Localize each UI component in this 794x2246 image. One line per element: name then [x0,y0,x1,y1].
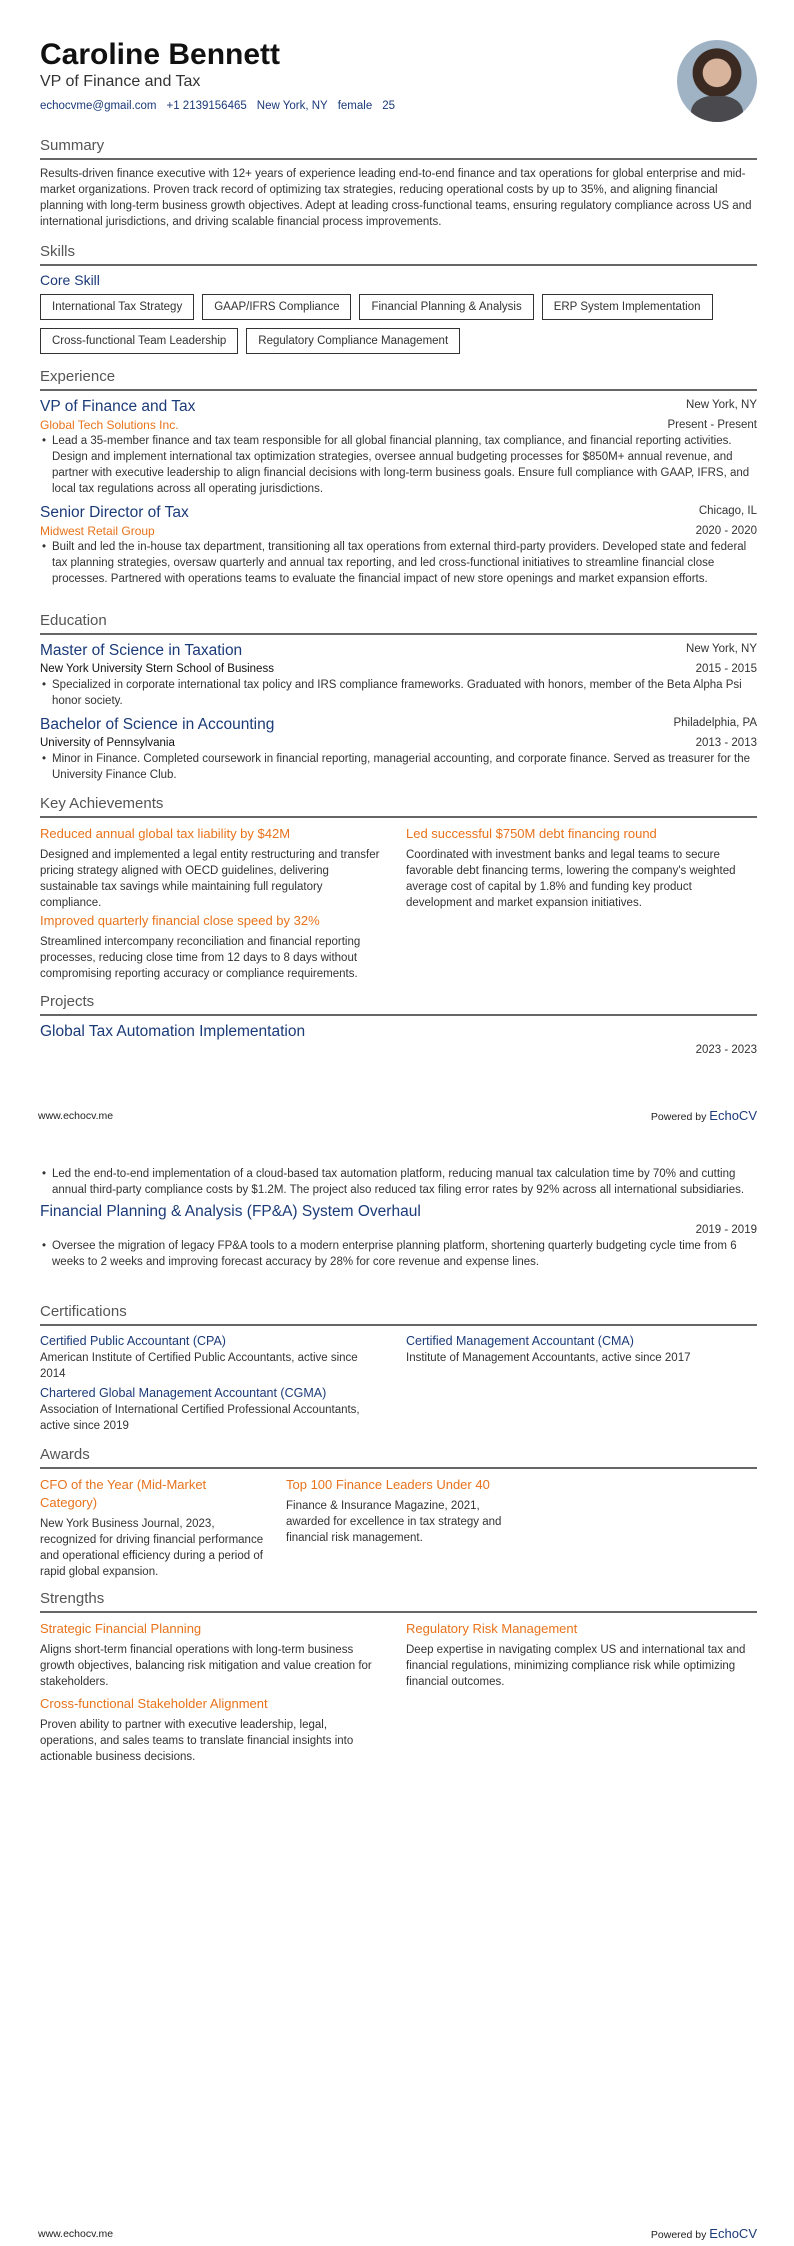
resume-header [40,38,757,114]
candidate-name: Caroline Bennett [40,38,281,71]
achievement-title: Reduced annual global tax liability by $42M [40,826,291,841]
award-title: CFO of the Year (Mid-Market Category) [40,1477,207,1510]
section-heading: Experience [40,368,757,391]
achievement-item [40,912,380,982]
award-title: Top 100 Finance Leaders Under 40 [286,1477,490,1492]
experience-section [40,368,757,587]
strengths-section [40,1590,757,1763]
job-dates: Present - Present [667,419,757,431]
achievement-title: Improved quarterly financial close speed by 32% [40,913,320,928]
edu-location: Philadelphia, PA [673,717,757,729]
certification-item [406,1333,746,1366]
job-dates: 2020 - 2020 [695,525,757,537]
certification-item [40,1385,380,1434]
job-location: Chicago, IL [698,505,757,517]
project-dates: 2019 - 2019 [695,1224,757,1236]
award-item [40,1476,265,1580]
strength-text: Deep expertise in navigating complex US and international tax and financial regulations, minimizing compliance risk while optimizing financial outcomes. [406,1644,746,1688]
contact-info [40,98,757,114]
project-dates: 2023 - 2023 [695,1044,757,1056]
skill-tag: Regulatory Compliance Management [246,328,460,354]
candidate-title: VP of Finance and Tax [40,73,201,90]
powered-label: Powered by [650,2229,707,2241]
location: New York, NY [256,100,328,112]
achievement-text: Streamlined intercompany reconciliation and financial reporting processes, reducing close time from 12 days to 8 days without compromising reporting accuracy or compliance requirements. [40,936,361,980]
strength-title: Strategic Financial Planning [40,1621,202,1636]
education-entry [40,641,757,709]
edu-location: New York, NY [686,643,757,655]
job-entry [40,397,757,497]
achievement-text: Designed and implemented a legal entity restructuring and transfer pricing strategy aligned with OECD guidelines, delivering sustainable tax savings while maintaining full regulatory compliance. [40,849,380,909]
strength-text: Proven ability to partner with executive leadership, legal, operations, and sales teams to translate financial insights into actionable business decisions. [40,1719,354,1763]
achievement-text: Coordinated with investment banks and legal teams to secure favorable debt financing terms, lowering the company's weighted average cost of capital by 1.8% and funding key product development and market expansion initiatives. [406,849,736,909]
summary-text: Results-driven finance executive with 12+ years of experience leading end-to-end finance and tax operations for global enterprise and mid-market organizations. Proven track record of optimizing tax strategies, reducing operational costs by up to 35%, and aligning financial planning with long-term business growth objectives. Adept at leading cross-functional teams, ensuring regulatory compliance across US and international jurisdictions, and driving scalable financial process improvements. [40,168,752,228]
award-item [286,1476,511,1546]
footer-site-link[interactable]: www.echocv.me [38,2228,114,2240]
education-entry [40,715,757,783]
projects-continued [40,1166,757,1270]
page-footer [38,1108,757,1125]
section-heading: Awards [40,1446,757,1469]
strength-title: Regulatory Risk Management [406,1621,578,1636]
cert-title: Certified Public Accountant (CPA) [40,1334,226,1348]
cert-title: Chartered Global Management Accountant (CGMA) [40,1386,327,1400]
strength-title: Cross-functional Stakeholder Alignment [40,1696,268,1711]
footer-powered [651,2226,757,2243]
skills-section [40,243,757,362]
cert-title: Certified Management Accountant (CMA) [406,1334,634,1348]
achievement-item [40,825,380,911]
school: University of Pennsylvania [40,737,175,749]
award-text: New York Business Journal, 2023, recognized for driving financial performance and operational efficiency during a period of rapid global expansion. [40,1518,264,1578]
footer-site-link[interactable]: www.echocv.me [38,1110,114,1122]
edu-dates: 2013 - 2013 [695,737,757,749]
brand-logo: EchoCV [709,1108,757,1123]
achievements-section [40,795,757,985]
page-footer [38,2226,757,2243]
section-heading: Key Achievements [40,795,757,818]
section-heading: Education [40,612,757,635]
strength-item [40,1695,380,1765]
section-heading: Summary [40,137,757,160]
gender: female [337,100,373,112]
degree: Master of Science in Taxation [40,642,243,659]
section-heading: Certifications [40,1303,757,1326]
edu-bullet: • Specialized in corporate international tax policy and IRS compliance frameworks. Graduated with honors, member of the Beta Alpha Psi honor society. [40,677,757,709]
job-location: New York, NY [686,399,757,411]
strength-text: Aligns short-term financial operations with long-term business growth objectives, balancing risk mitigation and value creation for stakeholders. [40,1644,372,1688]
edu-dates: 2015 - 2015 [695,663,757,675]
skill-tag: ERP System Implementation [542,294,713,320]
awards-section [40,1446,757,1586]
job-title: Senior Director of Tax [40,504,189,521]
company: Midwest Retail Group [40,524,155,538]
award-text: Finance & Insurance Magazine, 2021, awarded for excellence in tax strategy and financial risk management. [286,1500,502,1544]
profile-photo [677,40,757,122]
company: Global Tech Solutions Inc. [40,418,179,432]
cert-text: Association of International Certified Professional Accountants, active since 2019 [40,1404,360,1432]
certification-item [40,1333,380,1382]
section-heading: Strengths [40,1590,757,1613]
section-heading: Projects [40,993,757,1016]
achievement-title: Led successful $750M debt financing round [406,826,657,841]
skill-tags [40,294,757,362]
education-section [40,612,757,783]
skill-tag: International Tax Strategy [40,294,194,320]
job-entry [40,503,757,587]
school: New York University Stern School of Business [40,663,274,675]
brand-logo: EchoCV [709,2226,757,2241]
footer-powered [651,1108,757,1125]
certifications-section [40,1303,757,1433]
project-title: Financial Planning & Analysis (FP&A) System Overhaul [40,1203,421,1220]
age: 25 [382,100,396,112]
project-title: Global Tax Automation Implementation [40,1023,306,1040]
project-bullet: • Led the end-to-end implementation of a cloud-based tax automation platform, reducing manual tax calculation time by 70% and cutting annual third-party compliance costs by $1.2M. The project also reduced tax filing error rates by 92% across all international subsidiaries. [40,1166,757,1198]
phone[interactable]: +1 2139156465 [166,100,247,112]
summary-section [40,137,757,230]
edu-bullet: • Minor in Finance. Completed coursework in financial reporting, managerial accounting, and corporate finance. Served as treasurer for the University Finance Club. [40,751,757,783]
cert-text: American Institute of Certified Public Accountants, active since 2014 [40,1352,358,1380]
project-bullet: • Oversee the migration of legacy FP&A tools to a modern enterprise planning platform, shortening quarterly budgeting cycle time from 6 weeks to 2 weeks and improving forecast accuracy by 28% for core revenue and expense lines. [40,1238,757,1270]
strength-item [40,1620,380,1690]
skill-group-title: Core Skill [40,272,100,288]
job-title: VP of Finance and Tax [40,398,196,415]
email[interactable]: echocvme@gmail.com [40,100,157,112]
achievement-item [406,825,746,911]
powered-label: Powered by [650,1111,707,1123]
job-bullet: • Lead a 35-member finance and tax team responsible for all global financial planning, tax compliance, and financial reporting activities. Design and implement international tax optimization strategies, oversee annual budgeting processes for $850M+ annual revenue, and partner with executive leadership to align financial decisions with long-term business goals. Ensure full compliance with GAAP, IFRS, and local tax regulations across all operating jurisdictions. [40,433,757,497]
skill-tag: Financial Planning & Analysis [359,294,533,320]
skill-tag: Cross-functional Team Leadership [40,328,238,354]
section-heading: Skills [40,243,757,266]
skill-tag: GAAP/IFRS Compliance [202,294,351,320]
strength-item [406,1620,746,1690]
job-bullet: • Built and led the in-house tax department, transitioning all tax operations from external third-party providers. Developed state and federal tax planning strategies, oversaw quarterly and annual tax reporting, and led cross-functional initiatives to streamline financial close processes. Partnered with operations teams to evaluate the financial impact of new store openings and market expansion efforts. [40,539,757,587]
cert-text: Institute of Management Accountants, active since 2017 [406,1352,691,1364]
projects-section [40,993,757,1058]
degree: Bachelor of Science in Accounting [40,716,275,733]
